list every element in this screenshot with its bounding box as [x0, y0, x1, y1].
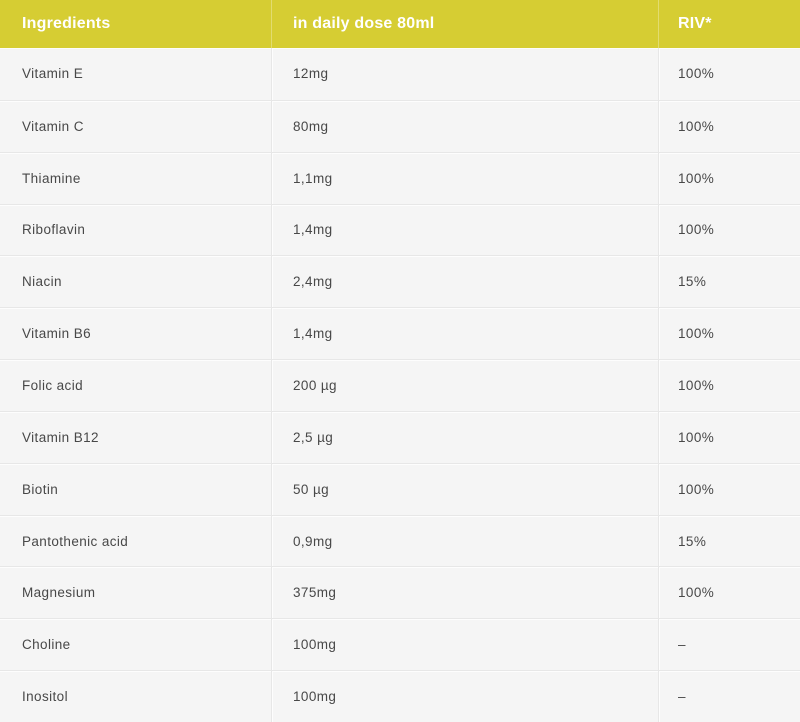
table-row: [0, 463, 800, 515]
ingredient-name-cell: Riboflavin: [22, 222, 86, 238]
ingredient-name-cell: Vitamin B12: [22, 429, 99, 445]
table-row: [0, 359, 800, 411]
ingredient-dose-cell: 100mg: [271, 671, 658, 722]
column-header-ingredients: Ingredients: [22, 15, 111, 32]
ingredient-riv-cell: 100%: [658, 567, 800, 618]
ingredient-dose-cell: 100mg: [271, 619, 658, 670]
table-header-row: [0, 0, 800, 48]
ingredient-name-cell: Vitamin C: [22, 118, 84, 134]
table-row: [0, 566, 800, 618]
table-row: [0, 618, 800, 670]
ingredient-dose-cell: 2,4mg: [271, 256, 658, 307]
ingredient-name-cell: Choline: [22, 637, 71, 653]
ingredient-dose-cell: 12mg: [271, 48, 658, 100]
ingredient-dose-cell: 0,9mg: [271, 516, 658, 567]
column-header-daily-dose: in daily dose 80ml: [271, 0, 658, 48]
table-row: [0, 411, 800, 463]
ingredient-dose-cell: 1,1mg: [271, 153, 658, 204]
ingredient-dose-cell: 375mg: [271, 567, 658, 618]
table-row: [0, 204, 800, 256]
ingredient-riv-cell: 100%: [658, 153, 800, 204]
ingredient-name-cell: Magnesium: [22, 585, 96, 601]
ingredient-riv-cell: –: [658, 671, 800, 722]
ingredient-riv-cell: –: [658, 619, 800, 670]
ingredient-riv-cell: 100%: [658, 205, 800, 256]
table-row: [0, 515, 800, 567]
table-row: [0, 100, 800, 152]
ingredient-dose-cell: 50 µg: [271, 464, 658, 515]
column-header-riv: RIV*: [658, 0, 800, 48]
ingredient-riv-cell: 15%: [658, 256, 800, 307]
table-row: [0, 670, 800, 722]
table-row: [0, 255, 800, 307]
ingredient-riv-cell: 100%: [658, 101, 800, 152]
ingredient-riv-cell: 100%: [658, 464, 800, 515]
ingredient-riv-cell: 100%: [658, 412, 800, 463]
ingredient-riv-cell: 15%: [658, 516, 800, 567]
ingredient-dose-cell: 200 µg: [271, 360, 658, 411]
ingredient-name-cell: Inositol: [22, 689, 68, 705]
ingredient-riv-cell: 100%: [658, 360, 800, 411]
ingredient-dose-cell: 2,5 µg: [271, 412, 658, 463]
table-row: [0, 48, 800, 100]
ingredient-name-cell: Biotin: [22, 481, 59, 497]
ingredient-name-cell: Vitamin E: [22, 66, 84, 82]
ingredient-riv-cell: 100%: [658, 48, 800, 100]
ingredient-dose-cell: 1,4mg: [271, 308, 658, 359]
ingredient-dose-cell: 1,4mg: [271, 205, 658, 256]
ingredient-name-cell: Vitamin B6: [22, 326, 92, 342]
ingredient-dose-cell: 80mg: [271, 101, 658, 152]
ingredient-name-cell: Pantothenic acid: [22, 533, 129, 549]
table-body: [0, 48, 800, 722]
ingredient-name-cell: Thiamine: [22, 170, 81, 186]
table-row: [0, 152, 800, 204]
ingredient-riv-cell: 100%: [658, 308, 800, 359]
ingredient-name-cell: Niacin: [22, 274, 62, 290]
ingredient-name-cell: Folic acid: [22, 377, 84, 393]
table-row: [0, 307, 800, 359]
